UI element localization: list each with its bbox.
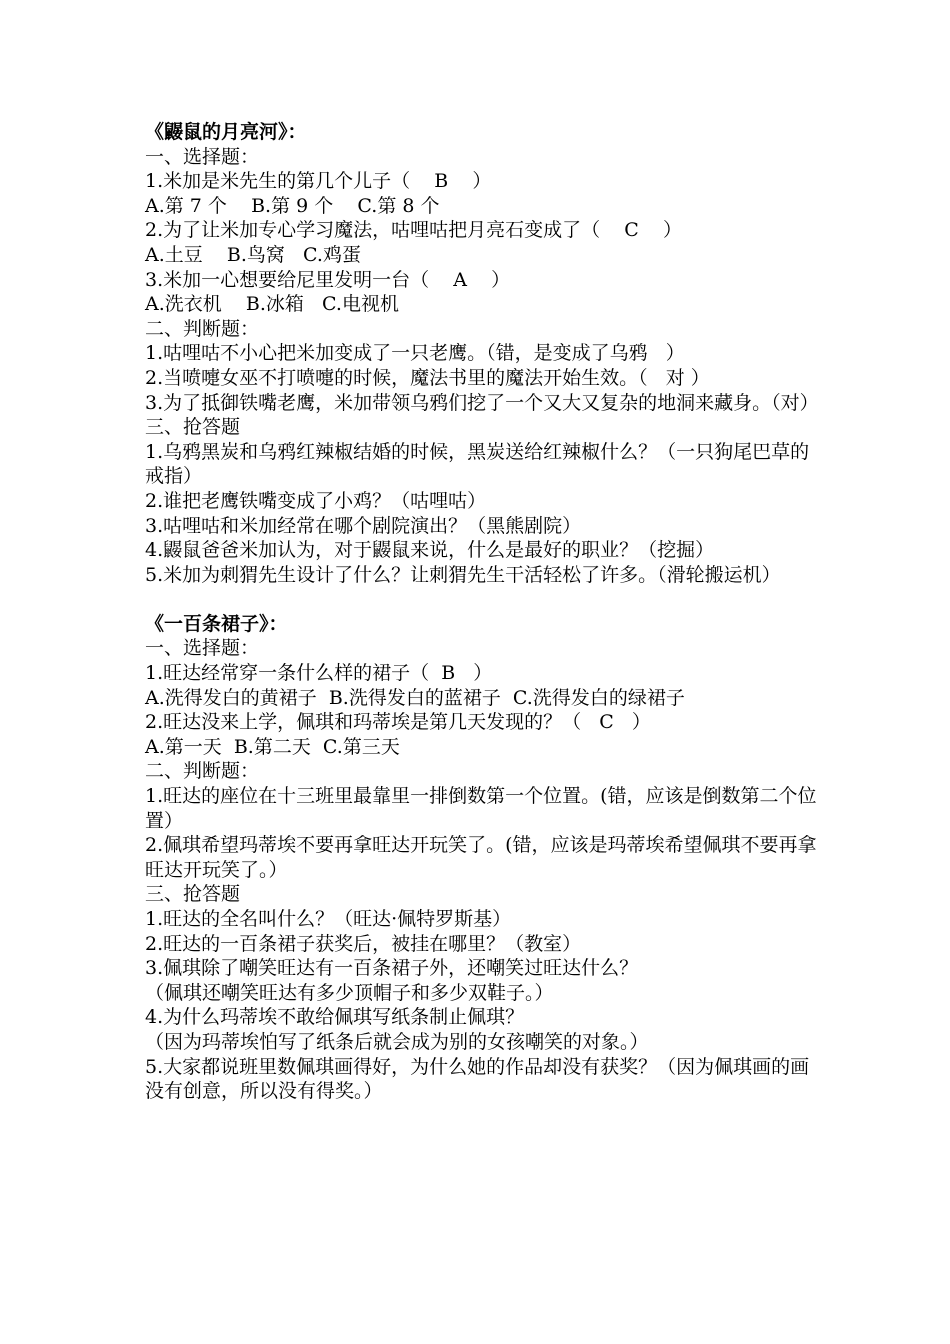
section-title: 《鼹鼠的月亮河》： [145,121,307,143]
options-line: A.土豆 B.鸟窝 C.鸡蛋 [145,243,361,266]
question-line: 1.旺达的全名叫什么？（旺达·佩特罗斯基） [145,908,512,930]
question-line: 3.佩琪除了嘲笑旺达有一百条裙子外，还嘲笑过旺达什么？ [145,957,639,980]
question-line: 2.当喷嚏女巫不打喷嚏的时候，魔法书里的魔法开始生效。（ 对 ） [145,366,710,389]
question-line: 1.旺达的座位在十三班里最靠里一排倒数第一个位置。(错，应该是倒数第二个位置） [145,785,817,832]
question-line: 3.为了抵御铁嘴老鹰，米加带领乌鸦们挖了一个又大又复杂的地洞来藏身。（对） [145,391,819,414]
question-line: 1.咕哩咕不小心把米加变成了一只老鹰。（错，是变成了乌鸦 ） [145,342,685,365]
question-line: 2.佩琪希望玛蒂埃不要再拿旺达开玩笑了。(错，应该是玛蒂埃希望佩琪不要再拿旺达开玩笑了。） [145,834,817,881]
section-heading-judge: 二、判断题： [145,317,260,340]
question-line: 3.米加一心想要给尼里发明一台（ A ） [145,268,511,291]
question-line: 2.旺达的一百条裙子获奖后，被挂在哪里？（教室） [145,932,582,955]
options-line: A.第一天 B.第二天 C.第三天 [145,735,400,758]
question-line: 5.大家都说班里数佩琪画得好，为什么她的作品却没有获奖？（因为佩琪画的画没有创意，所以没有得奖。） [145,1055,810,1103]
answer-line: （佩琪还嘲笑旺达有多少顶帽子和多少双鞋子。） [145,981,554,1004]
section-heading-quick-answer: 三、抢答题 [145,883,241,906]
question-line: 1.乌鸦黑炭和乌鸦红辣椒结婚的时候，黑炭送给红辣椒什么？（一只狗尾巴草的戒指） [145,440,810,488]
answer-line: （因为玛蒂埃怕写了纸条后就会成为别的女孩嘲笑的对象。） [145,1030,649,1053]
section-heading-quick-answer: 三、抢答题 [145,416,241,439]
section-mole-moon-river [145,120,825,587]
section-hundred-dresses [145,612,825,1104]
question-line: 2.谁把老鹰铁嘴变成了小鸡？（咕哩咕） [145,489,487,512]
options-line: A.洗得发白的黄裙子 B.洗得发白的蓝裙子 C.洗得发白的绿裙子 [145,686,685,709]
question-line: 1.旺达经常穿一条什么样的裙子（ B ） [145,662,493,685]
options-line: A.洗衣机 B.冰箱 C.电视机 [145,293,399,316]
options-line: A.第 7 个 B.第 9 个 C.第 8 个 [145,194,440,217]
question-line: 4.鼹鼠爸爸米加认为，对于鼹鼠来说，什么是最好的职业？（挖掘） [145,539,715,562]
section-heading-choice: 一、选择题： [145,637,260,660]
question-line: 4.为什么玛蒂埃不敢给佩琪写纸条制止佩琪？ [145,1006,525,1029]
question-line: 2.旺达没来上学，佩琪和玛蒂埃是第几天发现的？（ C ） [145,711,651,734]
section-heading-choice: 一、选择题： [145,145,260,168]
question-line: 1.米加是米先生的第几个儿子（ B ） [145,170,492,193]
question-line: 2.为了让米加专心学习魔法，咕哩咕把月亮石变成了（ C ） [145,219,682,242]
document-body [145,120,825,1104]
question-line: 5.米加为刺猬先生设计了什么？让刺猬先生干活轻松了许多。（滑轮搬运机） [145,563,781,586]
section-heading-judge: 二、判断题： [145,760,260,783]
section-spacer [145,587,825,612]
question-line: 3.咕哩咕和米加经常在哪个剧院演出？（黑熊剧院） [145,514,582,537]
section-title: 《一百条裙子》： [145,612,288,635]
